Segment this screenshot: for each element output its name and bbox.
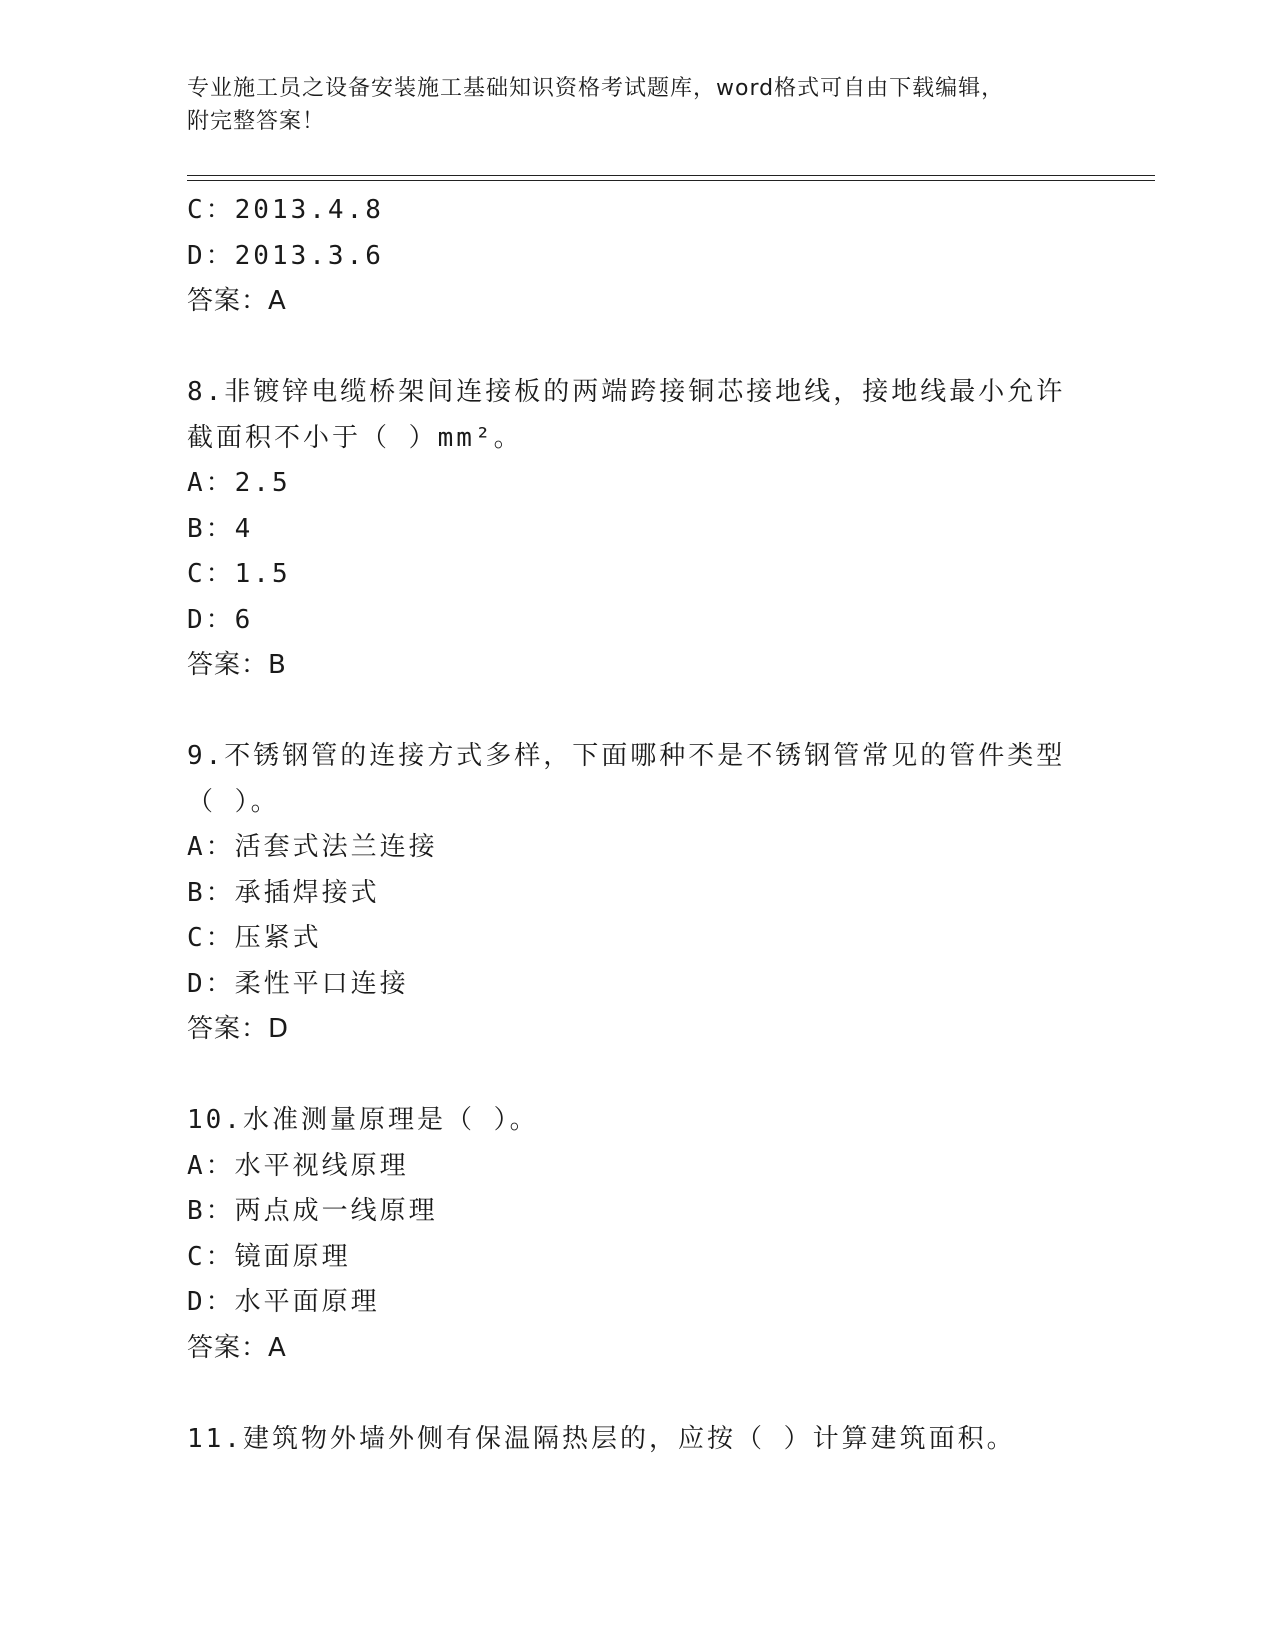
question-11	[187, 1417, 1087, 1463]
header-rule-bottom	[187, 180, 1155, 181]
option-b: B：两点成一线原理	[187, 1196, 438, 1226]
option-b: B：4	[187, 513, 254, 544]
header-line-2: 附完整答案！	[187, 109, 326, 134]
question-10	[187, 1098, 1087, 1371]
question-text: 11.建筑物外墙外侧有保温隔热层的，应按（ ）计算建筑面积。	[187, 1423, 1016, 1454]
option-c: C：1.5	[187, 559, 291, 589]
option-a: A：水平视线原理	[187, 1150, 409, 1181]
option-d: D：2013.3.6	[187, 240, 384, 271]
option-a: A：活套式法兰连接	[187, 832, 438, 862]
question-text: 8.非镀锌电缆桥架间连接板的两端跨接铜芯接地线，接地线最小允许	[187, 377, 1066, 407]
document-header	[187, 72, 1087, 138]
option-d: D：水平面原理	[187, 1287, 380, 1317]
answer: 答案：D	[187, 1014, 290, 1044]
answer: 答案：A	[187, 286, 287, 316]
header-rule-top	[187, 175, 1155, 176]
question-text: 9.不锈钢管的连接方式多样，下面哪种不是不锈钢管常见的管件类型	[187, 741, 1066, 771]
carryover-question	[187, 188, 1087, 325]
option-d: D：柔性平口连接	[187, 968, 409, 999]
option-c: C：镜面原理	[187, 1241, 351, 1272]
header-line-1: 专业施工员之设备安装施工基础知识资格考试题库，word格式可自由下载编辑，	[187, 76, 1005, 101]
answer: 答案：B	[187, 650, 287, 680]
answer: 答案：A	[187, 1332, 287, 1363]
question-text-continued: （ ）。	[187, 786, 280, 817]
question-9	[187, 734, 1087, 1053]
option-c: C：压紧式	[187, 923, 322, 953]
question-text-continued: 截面积不小于（ ）mm²。	[187, 422, 523, 453]
question-8	[187, 370, 1087, 689]
option-a: A：2.5	[187, 468, 291, 498]
question-text: 10.水准测量原理是（ ）。	[187, 1105, 539, 1135]
option-d: D：6	[187, 604, 254, 635]
option-b: B：承插焊接式	[187, 877, 380, 908]
option-c: C：2013.4.8	[187, 195, 384, 225]
document-body	[187, 188, 1087, 1462]
